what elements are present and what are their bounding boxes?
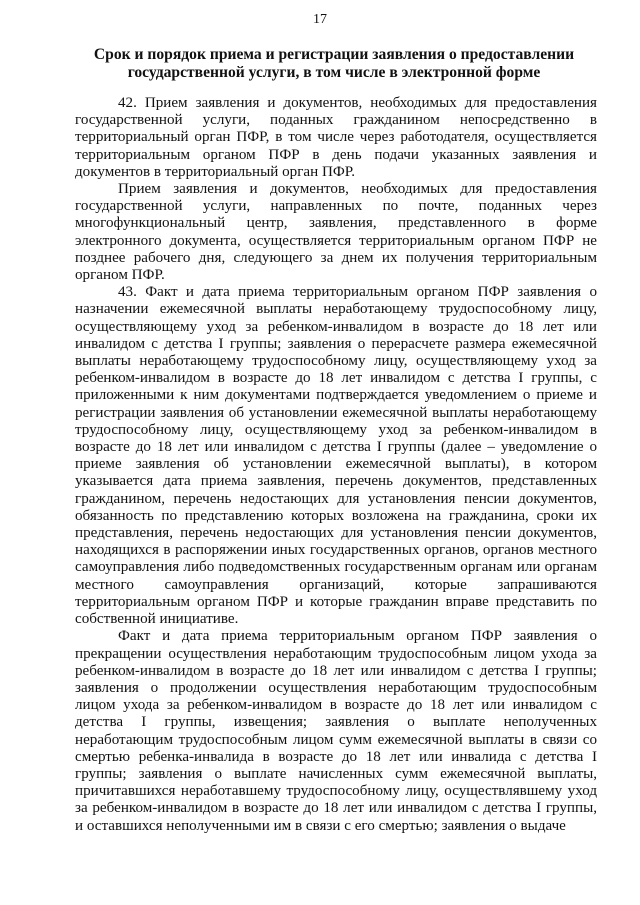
paragraph-42-postal: Прием заявления и документов, необходимых для предоставления государственной услуги, направленных по почте, поданных через многофункциональный центр, заявления, представленного в форме электронного документа, осуществляется территориальным органом ПФР не позднее рабочего дня, следующего за днем их получения территориальным органом ПФР. bbox=[75, 181, 597, 284]
paragraph-43: 43. Факт и дата приема территориальным органом ПФР заявления о назначении ежемесячной выплаты неработающему трудоспособному лицу, осуществляющему уход за ребенком-инвалидом в возрасте до 18 лет или инвалидом с детства I группы; заявления о перерасчете размера ежемесячной выплаты неработающему трудоспособному лицу, осуществляющему уход за ребенком-инвалидом в возрасте до 18 лет инвалидом с детства I группы, с приложенными к ним документами подтверждается уведомлением о приеме и регистрации заявления об установлении ежемесячной выплаты неработающему трудоспособному лицу, осуществляющему уход за ребенком-инвалидом в возрасте до 18 лет или инвалидом с детства I группы (далее – уведомление о приеме заявления об установлении ежемесячной выплаты), в котором указывается дата приема заявления, перечень документов, представленных гражданином, перечень недостающих для установления пенсии документов, обязанность по представлению которых возложена на гражданина, сроки их представления, перечень недостающих для установления пенсии документов, находящихся в распоряжении иных государственных органов, органов местного самоуправления либо подведомственных государственным органам или органам местного самоуправления организаций, которые запрашиваются территориальным органом ПФР и которые гражданин вправе представить по собственной инициативе. bbox=[75, 284, 597, 628]
page-number: 17 bbox=[313, 12, 327, 27]
paragraph-42: 42. Прием заявления и документов, необходимых для предоставления государственной услуги, поданных гражданином непосредственно в территориальный орган ПФР, в том числе через работодателя, осуществляется территориальным органом ПФР в день подачи указанных заявления и документов в территориальный орган ПФР. bbox=[75, 95, 597, 180]
document-body bbox=[75, 95, 597, 835]
paragraph-43-continued: Факт и дата приема территориальным органом ПФР заявления о прекращении осуществления неработающим трудоспособным лицом ухода за ребенком-инвалидом в возрасте до 18 лет или инвалидом с детства I группы; заявления о продолжении осуществления неработающим трудоспособным лицом ухода за ребенком-инвалидом в возрасте до 18 лет или инвалидом с детства I группы, извещения; заявления о выплате неполученных неработающим трудоспособным лицом сумм ежемесячной выплаты в связи со смертью ребенка-инвалида в возрасте до 18 лет или инвалида с детства I группы; заявления о выплате начисленных сумм ежемесячной выплаты, причитавшихся неработавшему трудоспособному лицу, осуществлявшему уход за ребенком-инвалидом в возрасте до 18 лет или инвалидом с детства I группы, и оставшихся неполученными им в связи с его смертью; заявления о выдаче bbox=[75, 628, 597, 834]
section-heading: Срок и порядок приема и регистрации заявления о предоставлении государственной услуги, в том числе в электронной форме bbox=[93, 46, 575, 81]
